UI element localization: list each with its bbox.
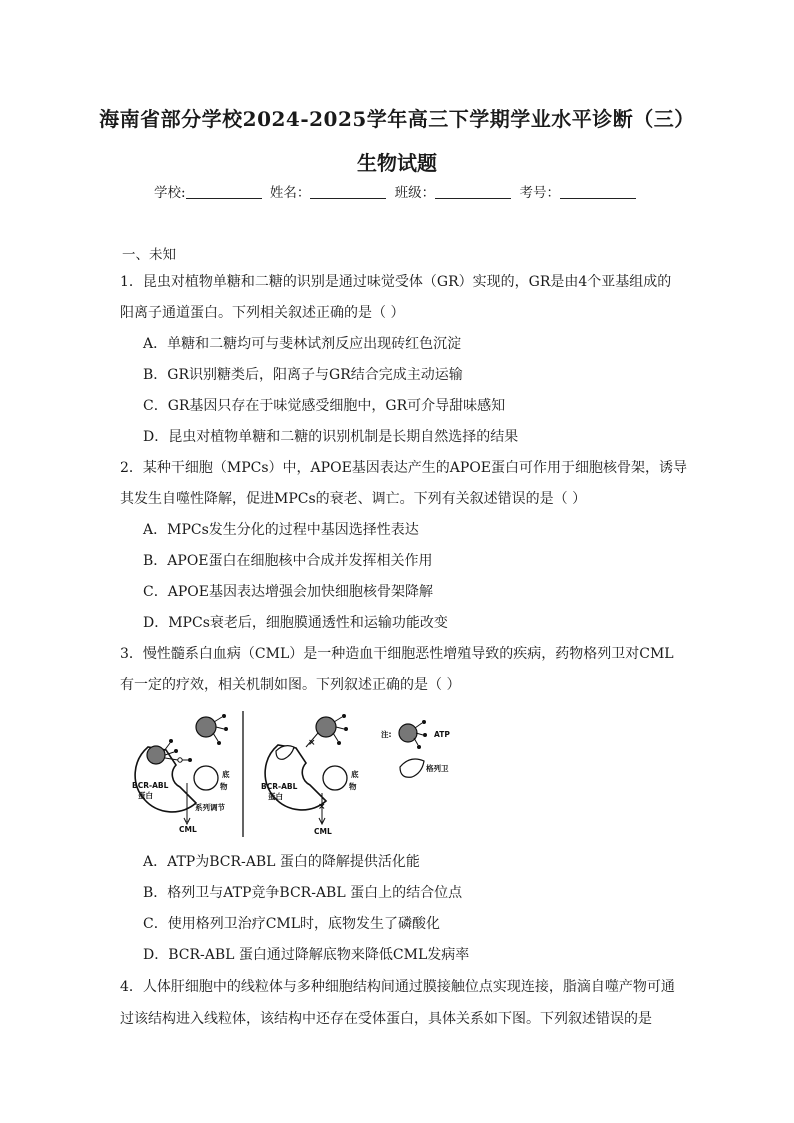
- label-substrate-2a: 底: [351, 770, 359, 779]
- q2-option-d[interactable]: D．MPCs衰老后，细胞膜通透性和运输功能改变: [143, 615, 448, 631]
- exam-number-field[interactable]: [560, 185, 636, 199]
- q3-option-c[interactable]: C．使用格列卫治疗CML时，底物发生了磷酸化: [143, 916, 441, 932]
- q2-stem-line2: 其发生自噬性降解，促进MPCs的衰老、调亡。下列有关叙述错误的是（ ）: [120, 491, 587, 507]
- bcr-abl-mechanism-figure: [118, 705, 478, 840]
- q1-stem-line2: 阳离子通道蛋白。下列相关叙述正确的是（ ）: [120, 305, 405, 321]
- atp-free-circle-2: [316, 717, 336, 737]
- q1-option-d[interactable]: D．昆虫对植物单糖和二糖的识别机制是长期自然选择的结果: [143, 429, 519, 445]
- q3-stem-line2: 有一定的疗效，相关机制如图。下列叙述正确的是（ ）: [120, 677, 461, 693]
- school-field[interactable]: [186, 185, 262, 199]
- atp-free-circle: [196, 717, 216, 737]
- exam-number-label: 考号：: [519, 185, 560, 201]
- q1-option-c[interactable]: C．GR基因只存在于味觉感受细胞中，GR可介导甜味感知: [143, 398, 506, 414]
- blocked-mark-2: ×: [318, 802, 326, 812]
- label-substrate-2b: 物: [349, 782, 357, 791]
- class-label: 班级：: [394, 185, 436, 201]
- q2-stem-line1: 2．某种干细胞（MPCs）中，APOE基因表达产生的APOE蛋白可作用于细胞核骨架，诱导: [120, 460, 688, 476]
- legend-imatinib-icon: [400, 759, 424, 777]
- label-substrate-1b: 物: [220, 782, 228, 791]
- school-label: 学校:: [154, 185, 186, 201]
- section-heading: 一、未知: [122, 247, 176, 263]
- q2-option-b[interactable]: B．APOE蛋白在细胞核中合成并发挥相关作用: [143, 553, 433, 569]
- class-field[interactable]: [435, 185, 511, 199]
- substrate-circle: [194, 766, 218, 790]
- substrate-circle-2: [323, 766, 347, 790]
- q1-stem-line1: 1．昆虫对植物单糖和二糖的识别是通过味觉受体（GR）实现的，GR是由4个亚基组成的: [120, 274, 672, 290]
- page-subtitle: 生物试题: [357, 151, 437, 175]
- q2-option-a[interactable]: A．MPCs发生分化的过程中基因选择性表达: [143, 522, 419, 538]
- label-cml-2: CML: [314, 827, 332, 836]
- label-bcr-abl-1: BCR-ABL: [132, 781, 169, 790]
- label-protein-2: 蛋白: [268, 792, 283, 801]
- label-bcr-abl-2: BCR-ABL: [261, 782, 298, 791]
- legend-atp-label: ATP: [434, 730, 450, 739]
- page-title: 海南省部分学校2024-2025学年高三下学期学业水平诊断（三）: [99, 107, 695, 131]
- label-substrate-1a: 底: [222, 770, 230, 779]
- blocked-mark-1: ×: [308, 738, 316, 748]
- q3-option-a[interactable]: A．ATP为BCR-ABL 蛋白的降解提供活化能: [143, 854, 420, 870]
- student-info-row: [0, 181, 794, 201]
- q3-option-b[interactable]: B．格列卫与ATP竞争BCR-ABL 蛋白上的结合位点: [143, 885, 463, 901]
- atp-bound-circle: [147, 746, 165, 764]
- label-regulation: 系列调节: [195, 803, 225, 812]
- label-protein-1: 蛋白: [138, 791, 153, 800]
- name-field[interactable]: [310, 185, 386, 199]
- q3-stem-line1: 3．慢性髓系白血病（CML）是一种造血干细胞恶性增殖导致的疾病，药物格列卫对CML: [120, 646, 674, 662]
- legend-imatinib-label: 格列卫: [426, 764, 449, 773]
- q1-option-a[interactable]: A．单糖和二糖均可与斐林试剂反应出现砖红色沉淀: [143, 336, 462, 352]
- legend-note-label: 注:: [381, 730, 392, 739]
- q1-option-b[interactable]: B．GR识别糖类后，阳离子与GR结合完成主动运输: [143, 367, 463, 383]
- q2-option-c[interactable]: C．APOE基因表达增强会加快细胞核骨架降解: [143, 584, 433, 600]
- label-cml-1: CML: [179, 825, 197, 834]
- name-label: 姓名：: [269, 185, 311, 201]
- q3-option-d[interactable]: D．BCR-ABL 蛋白通过降解底物来降低CML发病率: [143, 947, 470, 963]
- q4-stem-line2: 过该结构进入线粒体，该结构中还存在受体蛋白，具体关系如下图。下列叙述错误的是: [120, 1011, 652, 1027]
- q4-stem-line1: 4．人体肝细胞中的线粒体与多种细胞结构间通过膜接触位点实现连接，脂滴自噬产物可通: [120, 979, 675, 995]
